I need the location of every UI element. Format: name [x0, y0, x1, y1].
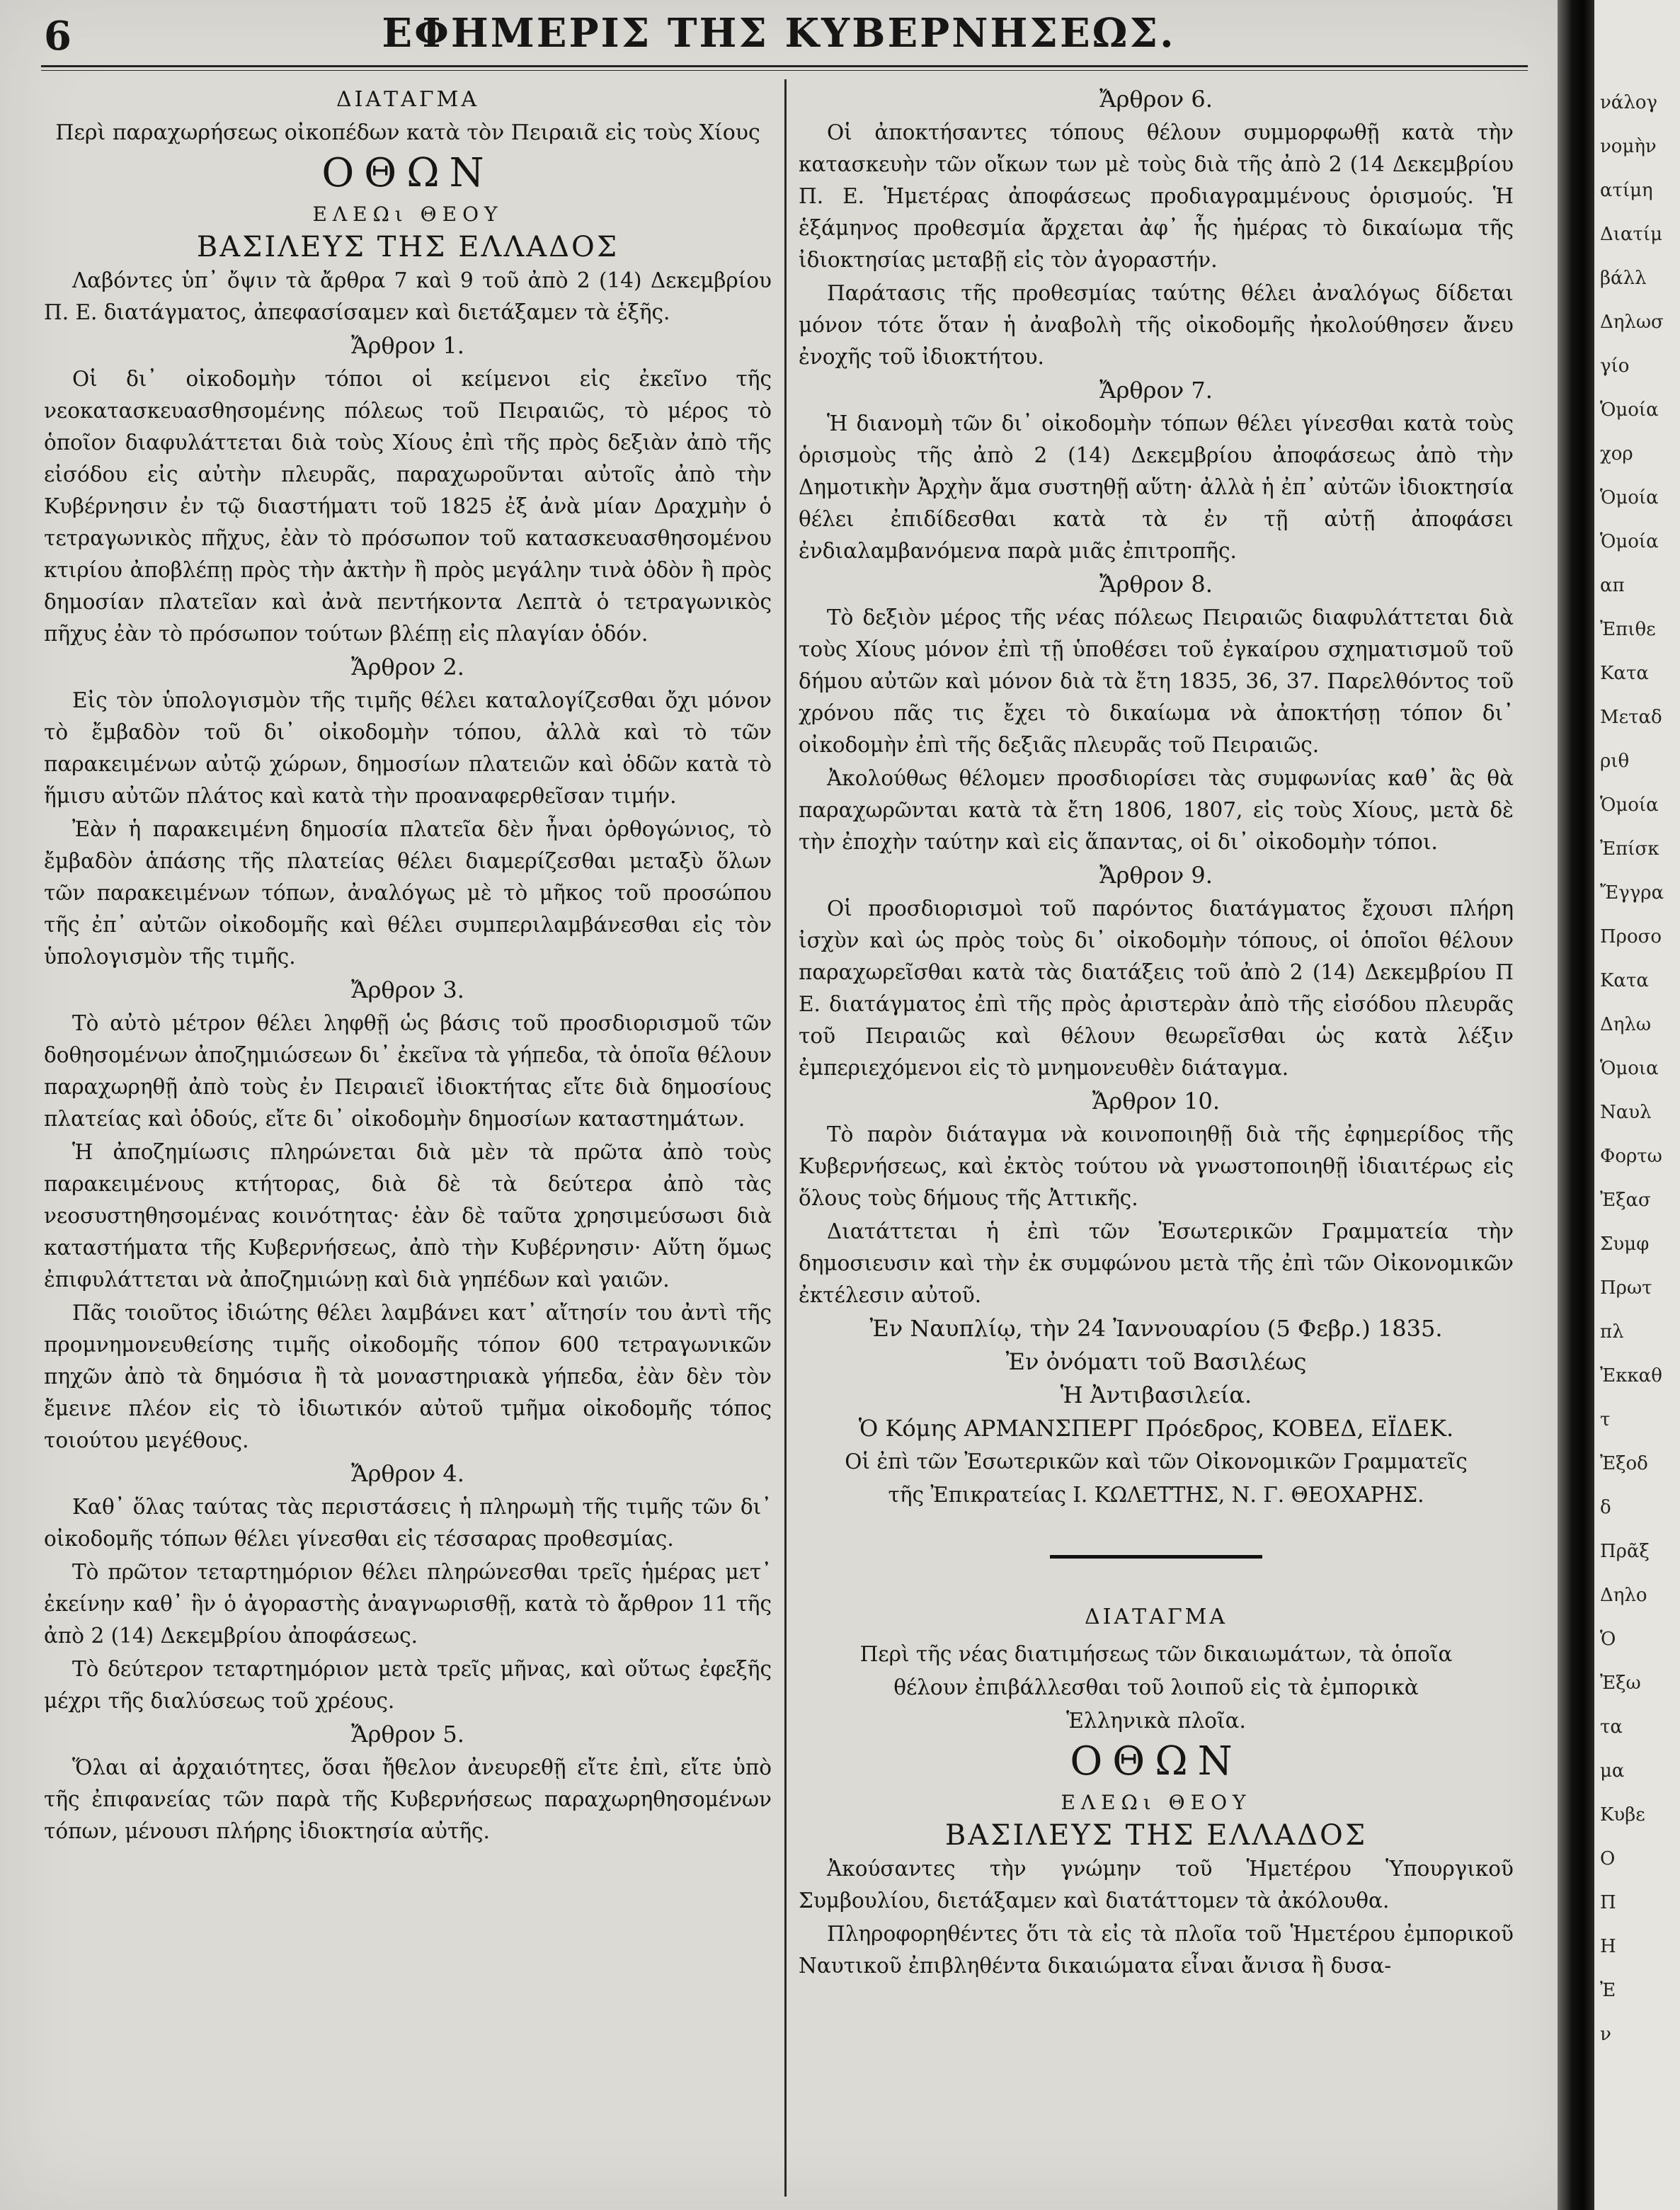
- adjacent-page-fragment: Ἐξασ: [1600, 1190, 1651, 1211]
- king-name: ΟΘΩΝ: [321, 150, 494, 196]
- article-title: Ἄρθρον 2.: [351, 654, 464, 680]
- adjacent-page-edge: [1594, 0, 1680, 2210]
- header-rule: [41, 65, 1528, 71]
- adjacent-page-fragment: πλ: [1600, 1321, 1624, 1343]
- article-paragraph: Παράτασις τῆς προθεσμίας ταύτης θέλει ἀναλόγως δίδεται μόνον τότε ὅταν ἡ ἀναβολὴ τῆς οἰκοδομῆς ἠκολούθησεν ἄνευ ἐνοχῆς τοῦ ἰδιοκτήτου.: [799, 281, 1514, 369]
- adjacent-page-fragment: Κατα: [1600, 970, 1649, 991]
- adjacent-page-fragment: τα: [1600, 1716, 1623, 1738]
- adjacent-page-fragment: Φορτω: [1600, 1146, 1662, 1167]
- adjacent-page-fragment: Πρᾶξ: [1600, 1541, 1650, 1562]
- by-grace-of-god: ΕΛΕΩι ΘΕΟΥ: [312, 203, 503, 226]
- adjacent-page-fragment: Διατίμ: [1600, 224, 1663, 245]
- adjacent-page-fragment: γίο: [1600, 355, 1630, 377]
- article-paragraph: Διατάττεται ἡ ἐπὶ τῶν Ἐσωτερικῶν Γραμματεία τὴν δημοσιευσιν καὶ τὴν ἐκ συμφώνου μετὰ τῆς ἐπὶ τῶν Οἰκονομικῶν ἐκτέλεσιν αὐτοῦ.: [799, 1219, 1514, 1307]
- adjacent-page-fragment: Ἐξω: [1600, 1673, 1641, 1694]
- secretaries-line: Οἱ ἐπὶ τῶν Ἐσωτερικῶν καὶ τῶν Οἰκονομικῶν Γραμματεῖς: [845, 1449, 1468, 1474]
- adjacent-page-fragment: Δηλο: [1600, 1585, 1647, 1606]
- article-paragraph: Ἡ ἀποζημίωσις πληρώνεται διὰ μὲν τὰ πρῶτα ἀπὸ τοὺς παρακειμένους κτήτορας, διὰ δὲ τὰ δεύτερα ἀπὸ τὰς νεοσυστηθησομένας κοινότητας· ἐὰν δὲ ταῦτα χρησιμεύσωσι διὰ καταστήματα τῆς Κυβερνήσεως, ἀπὸ τὴν Κυβέρνησιν· Αὕτη ὅμως ἐπιφυλάττεται νὰ ἀποζημιώνῃ καὶ διὰ γηπέδων καὶ γαιῶν.: [44, 1140, 772, 1292]
- adjacent-page-fragment: Μεταδ: [1600, 707, 1662, 728]
- article-title: Ἄρθρον 4.: [351, 1460, 464, 1487]
- adjacent-page-fragment: Συμφ: [1600, 1234, 1650, 1255]
- adjacent-page-fragment: Προσο: [1600, 926, 1662, 947]
- adjacent-page-fragment: Ἐ: [1600, 1980, 1616, 2001]
- adjacent-page-fragment: μα: [1600, 1760, 1625, 1782]
- adjacent-page-fragment: δ: [1600, 1497, 1611, 1518]
- adjacent-page-fragment: Δηλω: [1600, 1014, 1652, 1035]
- article-paragraph: Ὅλαι αἱ ἀρχαιότητες, ὅσαι ἤθελον ἀνευρεθῇ εἴτε ἐπὶ, εἴτε ὑπὸ τῆς ἐπιφανείας τῶν παρὰ τῆς Κυβερνήσεως παραχωρηθησομένων τόπων, μένουσι πλήρης ἰδιοκτησία αὐτῆς.: [44, 1755, 772, 1843]
- adjacent-page-fragment: Ἔγγρα: [1600, 882, 1664, 904]
- article-paragraph: Τὸ δεύτερον τεταρτημόριον μετὰ τρεῖς μῆνας, καὶ οὕτως ἐφεξῆς μέχρι τῆς διαλύσεως τοῦ χρέους.: [44, 1657, 772, 1713]
- adjacent-page-fragment: Δηλωσ: [1600, 312, 1664, 333]
- article-paragraph: Καθ᾽ ὅλας ταύτας τὰς περιστάσεις ἡ πληρωμὴ τῆς τιμῆς τῶν δι᾽ οἰκοδομῆς τόπων θέλει γίνεσθαι εἰς τέσσαρας προθεσμίας.: [44, 1495, 772, 1551]
- adjacent-page-fragment: Ὁμοία: [1600, 531, 1659, 552]
- decree-subject-line: Περὶ τῆς νέας διατιμήσεως τῶν δικαιωμάτων, τὰ ὁποῖα: [859, 1642, 1453, 1666]
- king-name: ΟΘΩΝ: [1070, 1738, 1242, 1784]
- page-number: 6: [44, 13, 72, 59]
- decree-subject-line: θέλουν ἐπιβάλλεσθαι τοῦ λοιποῦ εἰς τὰ ἐμπορικὰ: [893, 1675, 1419, 1699]
- article-paragraph: Ἀκούσαντες τὴν γνώμην τοῦ Ἡμετέρου Ὑπουργικοῦ Συμβουλίου, διετάξαμεν καὶ διατάττομεν τὰ ἀκόλουθα.: [799, 1857, 1514, 1913]
- decree-heading: ΔΙΑΤΑΓΜΑ: [336, 87, 480, 112]
- article-paragraph: Οἱ δι᾽ οἰκοδομὴν τόποι οἱ κείμενοι εἰς ἐκεῖνο τῆς νεοκατασκευασθησομένης πόλεως τοῦ Πειραιῶς, τὸ μέρος τὸ ὁποῖον διαφυλάττεται διὰ τοὺς Χίους ἐπὶ τῆς πρὸς δεξιὰν ἀπὸ τῆς εἰσόδου εἰς αὐτὴν πλευρᾶς, παραχωροῦνται αὐτοῖς ἀπὸ τὴν Κυβέρνησιν ἐν τῷ διαστήματι τοῦ 1825 ἐξ ἀνὰ μίαν Δραχμὴν ὁ τετραγωνικὸς πῆχυς, ἐὰν τὸ πρόσωπον τοῦ κατασκευασθησομένου κτιρίου ἀποβλέπῃ πρὸς τὴν ἀκτὴν ἢ πρὸς μεγάλην τινὰ ὁδὸν ἢ πρὸς δημοσίαν πλατεῖαν καὶ ἀνὰ πεντήκοντα Λεπτὰ ὁ τετραγωνικὸς πῆχυς ἐὰν τὸ πρόσωπον τούτων βλέπῃ εἰς πλαγίαν ὁδόν.: [44, 367, 772, 646]
- adjacent-page-fragment: Ο: [1600, 1848, 1616, 1869]
- article-paragraph: Τὸ παρὸν διάταγμα νὰ κοινοποιηθῇ διὰ τῆς ἐφημερίδος τῆς Κυβερνήσεως, καὶ ἐκτὸς τούτου νὰ γνωστοποιηθῇ ἰδιαιτέρως εἰς ὅλους τοὺς δήμους τῆς Ἀττικῆς.: [799, 1122, 1514, 1210]
- adjacent-page-fragment: Η: [1600, 1936, 1616, 1957]
- adjacent-page-fragment: Ἐκκαθ: [1600, 1365, 1662, 1386]
- column-rule: [784, 79, 787, 2197]
- secretaries-signature: τῆς Ἐπικρατείας Ι. ΚΩΛΕΤΤΗΣ, Ν. Γ. ΘΕΟΧΑΡΗΣ.: [888, 1483, 1424, 1507]
- adjacent-page-fragment: απ: [1600, 575, 1625, 596]
- article-paragraph: Ἡ διανομὴ τῶν δι᾽ οἰκοδομὴν τόπων θέλει γίνεσθαι κατὰ τοὺς ὁρισμοὺς τῆς ἀπὸ 2 (14) Δεκεμβρίου ἀποφάσεως ἀπὸ τὴν Δημοτικὴν Ἀρχὴν ἅμα συστηθῇ αὕτη· ἀλλὰ ἡ ἐπ᾽ αὐτῶν ἰδιοκτησία θέλει ἐπιδίδεσθαι κατὰ τὰ ἐν τῇ αὐτῇ ἀποφάσει ἐνδιαλαμβανόμενα παρὰ μιᾶς ἐπιτροπῆς.: [799, 411, 1514, 563]
- adjacent-page-fragment: τ: [1600, 1409, 1611, 1430]
- article-paragraph: Ἀκολούθως θέλομεν προσδιορίσει τὰς συμφωνίας καθ᾽ ἃς θὰ παραχωρῶνται κατὰ τὰ ἔτη 1806, 1807, εἰς τοὺς Χίους, μετὰ δὲ τὴν ἐποχὴν ταύτην καὶ εἰς ἅπαντας, οἱ δι᾽ οἰκοδομὴν τόποι.: [799, 766, 1514, 854]
- king-title: ΒΑΣΙΛΕΥΣ ΤΗΣ ΕΛΛΑΔΟΣ: [196, 231, 619, 263]
- adjacent-page-fragment: Ὁμοία: [1600, 399, 1659, 421]
- king-title: ΒΑΣΙΛΕΥΣ ΤΗΣ ΕΛΛΑΔΟΣ: [944, 1819, 1368, 1852]
- adjacent-page-fragment: Πρωτ: [1600, 1277, 1652, 1299]
- article-title: Ἄρθρον 8.: [1099, 571, 1213, 598]
- adjacent-page-fragment: Ἐπίσκ: [1600, 838, 1659, 860]
- adjacent-page-fragment: Ὁ: [1600, 1629, 1616, 1650]
- adjacent-page-fragment: Ἐξοδ: [1600, 1453, 1648, 1474]
- adjacent-page-fragment: Ὁμοία: [1600, 794, 1659, 816]
- decree-subject-line: Ἑλληνικὰ πλοῖα.: [1066, 1709, 1246, 1733]
- adjacent-page-fragment: Ὁμοία: [1600, 487, 1659, 508]
- adjacent-page-fragment: Ἐπιθε: [1600, 619, 1656, 640]
- preamble: Λαβόντες ὑπ᾽ ὄψιν τὰ ἄρθρα 7 καὶ 9 τοῦ ἀπὸ 2 (14) Δεκεμβρίου Π. Ε. διατάγματος, ἀπεφασίσαμεν καὶ διετάξαμεν τὰ ἑξῆς.: [44, 268, 772, 324]
- running-head: ΕΦΗΜΕΡΙΣ ΤΗΣ ΚΥΒΕΡΝΗΣΕΩΣ.: [382, 10, 1176, 57]
- adjacent-page-fragment: Π: [1600, 1892, 1616, 1913]
- article-paragraph: Τὸ πρῶτον τεταρτημόριον θέλει πληρώνεσθαι τρεῖς ἡμέρας μετ᾽ ἐκείνην καθ᾽ ἣν ὁ ἀγοραστὴς ἀναγνωρισθῇ, κατὰ τὸ ἄρθρον 11 τῆς ἀπὸ 2 (14) Δεκεμβρίου ἀποφάσεως.: [44, 1560, 772, 1648]
- left-column: [44, 84, 772, 1849]
- adjacent-page-fragment: ριθ: [1600, 751, 1630, 772]
- adjacent-page-fragment: βάλλ: [1600, 268, 1647, 289]
- article-title: Ἄρθρον 1.: [351, 332, 464, 359]
- article-paragraph: Τὸ αὐτὸ μέτρον θέλει ληφθῇ ὡς βάσις τοῦ προσδιορισμοῦ τῶν δοθησομένων ἀποζημιώσεων δι᾽ ἐκεῖνα τὰ γήπεδα, τὰ ὁποῖα θέλουν παραχωρηθῇ ἀπὸ τοὺς ἐν Πειραιεῖ ἰδιοκτήτας εἴτε διὰ δημοσίους πλατείας καὶ ὁδούς, εἴτε δι᾽ οἰκοδομὴν δημοσίων καταστημάτων.: [44, 1011, 772, 1131]
- article-title: Ἄρθρον 5.: [351, 1721, 464, 1748]
- article-paragraph: Τὸ δεξιὸν μέρος τῆς νέας πόλεως Πειραιῶς διαφυλάττεται διὰ τοὺς Χίους μόνον ἐπὶ τῇ ὑποθέσει τοῦ ἐγκαίρου σχηματισμοῦ τοῦ δήμου αὐτῶν καὶ μόνον διὰ τὰ ἔτη 1835, 36, 37. Παρελθόντος τοῦ χρόνου πᾶς τις ἔχει τὸ δικαίωμα νὰ ἀποκτήσῃ τόπον δι᾽ οἰκοδομὴν ἐπὶ τῆς δεξιᾶς πλευρᾶς τοῦ Πειραιῶς.: [799, 605, 1514, 757]
- adjacent-page-fragment: Κατα: [1600, 663, 1649, 684]
- article-title: Ἄρθρον 6.: [1099, 86, 1213, 113]
- section-divider: [1050, 1555, 1262, 1559]
- right-column: [799, 84, 1514, 1983]
- article-title: Ἄρθρον 7.: [1099, 377, 1213, 404]
- article-paragraph: Ἐὰν ἡ παρακειμένη δημοσία πλατεῖα δὲν ἦναι ὀρθογώνιος, τὸ ἔμβαδὸν ἁπάσης τῆς πλατείας θέλει διαμερίζεσθαι μεταξὺ ὅλων τῶν παρακειμένων τόπων, ἀναλόγως μὲ τὸ μῆκος τοῦ προσώπου τῆς ἐπ᾽ αὐτῶν οἰκοδομῆς καὶ θέλει συμπεριλαμβάνεσθαι εἰς τὸν ὑπολογισμὸν τῆς τιμῆς.: [44, 817, 772, 969]
- article-title: Ἄρθρον 9.: [1099, 862, 1213, 889]
- regency-line: Ἡ Ἀντιβασιλεία.: [1060, 1382, 1252, 1408]
- article-paragraph: Πληροφορηθέντες ὅτι τὰ εἰς τὰ πλοῖα τοῦ Ἡμετέρου ἐμπορικοῦ Ναυτικοῦ ἐπιβληθέντα δικαιώματα εἶναι ἄνισα ἢ δυσα-: [799, 1922, 1514, 1978]
- adjacent-page-fragment: Κυβε: [1600, 1804, 1645, 1825]
- date-line: Ἐν Ναυπλίῳ, τὴν 24 Ἰαννουαρίου (5 Φεβρ.) 1835.: [869, 1315, 1443, 1342]
- article-title: Ἄρθρον 10.: [1092, 1088, 1221, 1115]
- adjacent-page-fragment: Ναυλ: [1600, 1102, 1652, 1123]
- by-grace-of-god: ΕΛΕΩι ΘΕΟΥ: [1061, 1791, 1252, 1814]
- adjacent-page-fragment: ν: [1600, 2024, 1611, 2045]
- binding-gutter: [1558, 0, 1594, 2210]
- adjacent-page-fragment: χορ: [1600, 443, 1633, 465]
- article-title: Ἄρθρον 3.: [351, 976, 464, 1003]
- adjacent-page-fragment: νάλογ: [1600, 92, 1658, 113]
- decree-subject: Περὶ παραχωρήσεως οἰκοπέδων κατὰ τὸν Πειραιᾶ εἰς τοὺς Χίους: [55, 120, 760, 145]
- adjacent-page-fragment: νομὴν: [1600, 136, 1657, 157]
- adjacent-page-fragment: ατίμη: [1600, 180, 1653, 201]
- decree-heading: ΔΙΑΤΑΓΜΑ: [1084, 1605, 1228, 1629]
- article-paragraph: Οἱ ἀποκτήσαντες τόπους θέλουν συμμορφωθῇ κατὰ τὴν κατασκευὴν τῶν οἴκων των μὲ τοὺς διὰ τῆς ἀπὸ 2 (14 Δεκεμβρίου Π. Ε. Ἡμετέρας ἀποφάσεως προδιαγραμμένους ὁρισμούς. Ἡ ἑξάμηνος προθεσμία ἄρχεται ἀφ᾽ ἧς ἡμέρας τὸ δικαίωμα τῆς ἰδιοκτησίας μεταβῇ εἰς τὸν ἀγοραστήν.: [799, 120, 1514, 272]
- article-paragraph: Οἱ προσδιορισμοὶ τοῦ παρόντος διατάγματος ἔχουσι πλήρη ἰσχὺν καὶ ὡς πρὸς τοὺς δι᾽ οἰκοδομὴν τόπους, οἱ ὁποῖοι θέλουν παραχωρεῖσθαι κατὰ τὰς διατάξεις τοῦ ἀπὸ 2 (14) Δεκεμβρίου Π Ε. διατάγματος ἐπὶ τῆς πρὸς ἀριστερὰν ἀπὸ τῆς εἰσόδου πλευρᾶς τοῦ Πειραιῶς καὶ θέλουν θεωρεῖσθαι ὡς κατὰ λέξιν ἐμπεριεχόμενοι εἰς τὸ μνημονευθὲν διάταγμα.: [799, 896, 1514, 1080]
- in-name-of-king: Ἐν ὀνόματι τοῦ Βασιλέως: [1005, 1348, 1307, 1375]
- article-paragraph: Πᾶς τοιοῦτος ἰδιώτης θέλει λαμβάνει κατ᾽ αἴτησίν του ἀντὶ τῆς προμνημονευθείσης τιμῆς οἰκοδομῆς τόπον 600 τετραγωνικῶν πηχῶν ἀπὸ τὰ δημόσια ἢ τὰ μοναστηριακὰ γήπεδα, ἐὰν δὲν τὸν ἔμεινε πλέον εἰς τὸ ἰδιωτικόν αὐτοῦ τμῆμα οἰκοδομῆς τόπος τοιούτου μεγέθους.: [44, 1301, 772, 1452]
- regents-signature: Ὁ Κόμης ΑΡΜΑΝΣΠΕΡΓ Πρόεδρος, ΚΟΒΕΔ, ΕΪΔΕΚ.: [858, 1415, 1454, 1442]
- article-paragraph: Εἰς τὸν ὑπολογισμὸν τῆς τιμῆς θέλει καταλογίζεσθαι ὄχι μόνον τὸ ἔμβαδὸν τοῦ δι᾽ οἰκοδομὴν τόπου, ἀλλὰ καὶ τὸ τῶν παρακειμένων αὐτῷ χώρων, δημοσίων πλατειῶν καὶ ὁδῶν κατὰ τὸ ἥμισυ αὐτῶν πλάτος καὶ κατὰ τὴν προαναφερθεῖσαν τιμήν.: [44, 688, 772, 808]
- adjacent-page-fragment: Ὁμοια: [1600, 1058, 1659, 1079]
